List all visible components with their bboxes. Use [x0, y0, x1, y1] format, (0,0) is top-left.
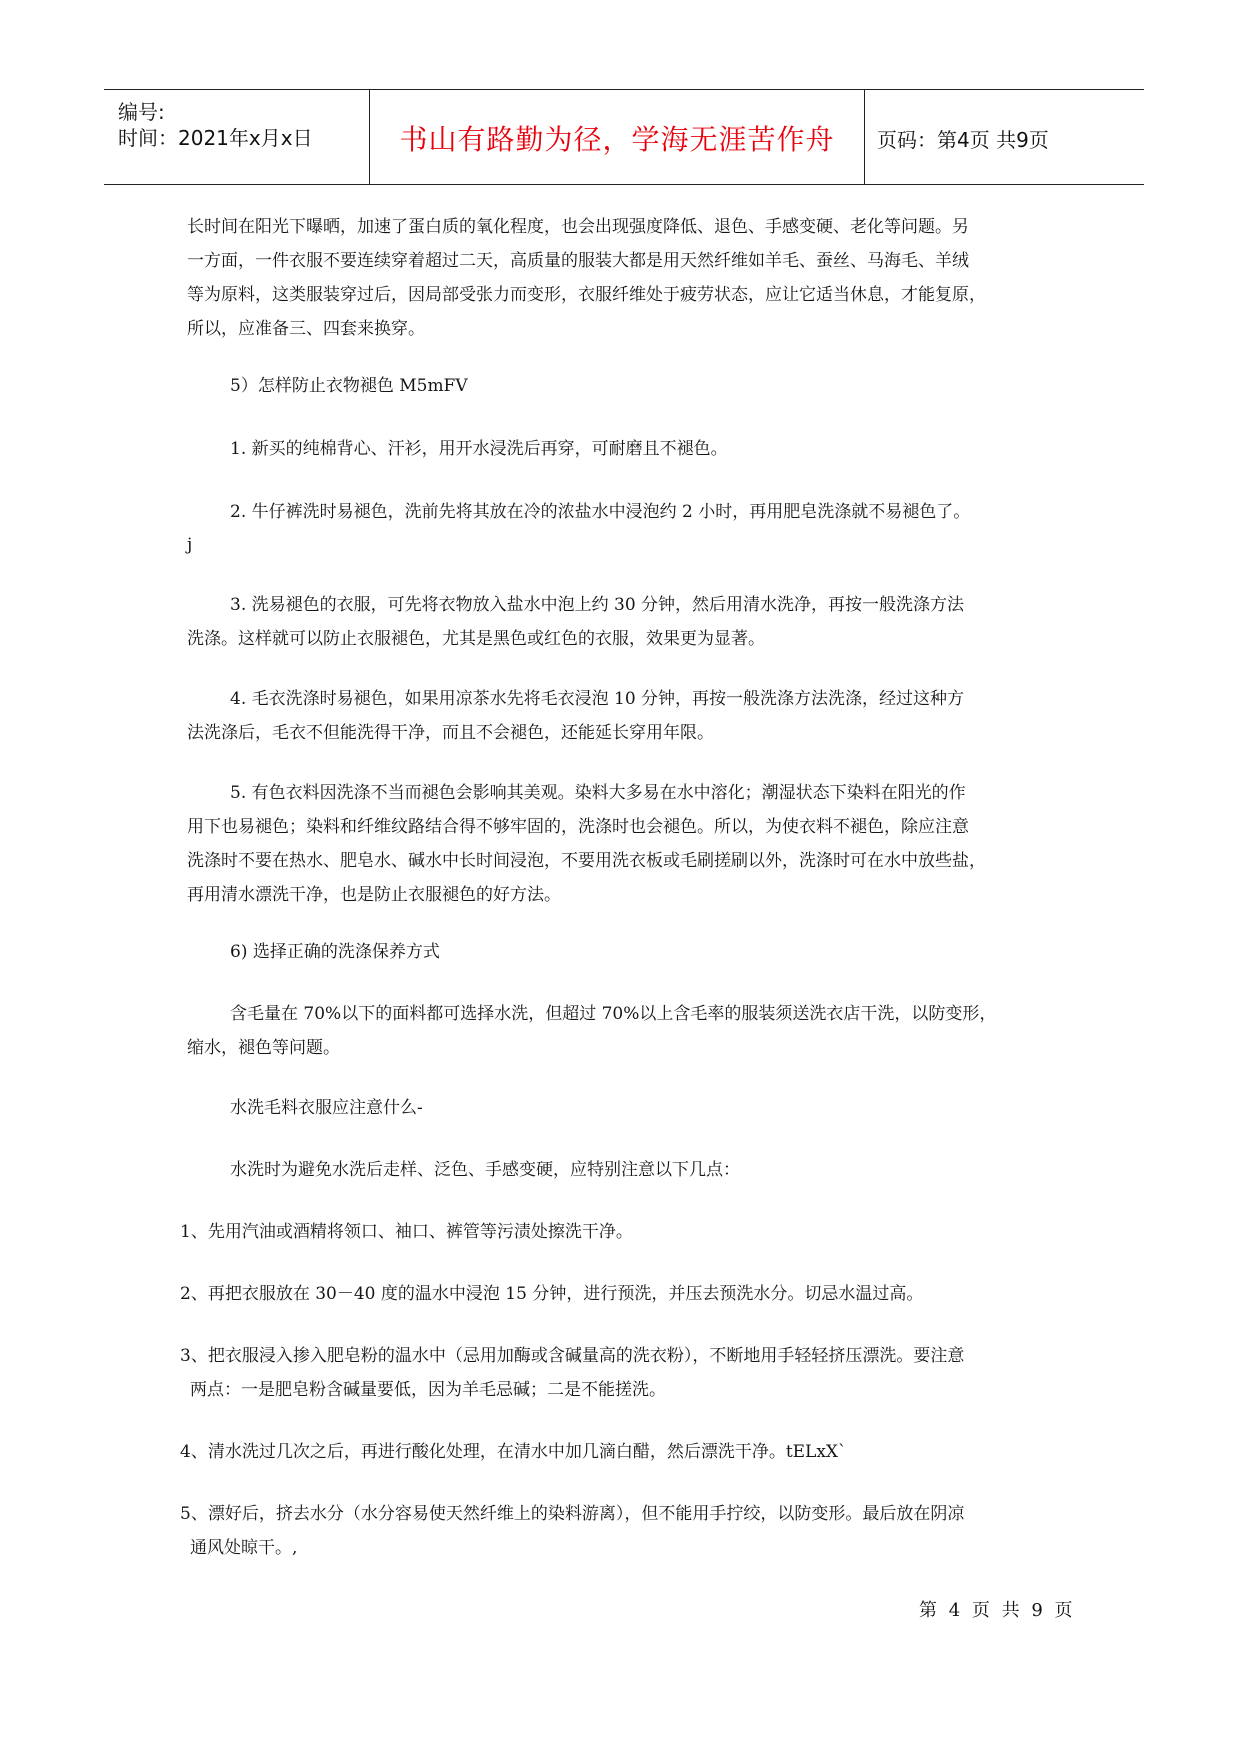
list-item: 5、漂好后，挤去水分（水分容易使天然纤维上的染料游离），但不能用手拧绞，以防变形。最后放在阴凉	[180, 1504, 965, 1524]
body-line: j	[187, 535, 193, 555]
body-line: 3. 洗易褪色的衣服，可先将衣物放入盐水中泡上约 30 分钟，然后用清水洗净，再按一般洗涤方法	[230, 595, 965, 615]
header-right-cell	[865, 90, 1144, 184]
body-line: 洗涤。这样就可以防止衣服褪色，尤其是黑色或红色的衣服，效果更为显著。	[187, 629, 765, 649]
list-item: 1、先用汽油或酒精将领口、袖口、裤管等污渍处擦洗干净。	[180, 1222, 633, 1242]
body-line: 1. 新买的纯棉背心、汗衫，用开水浸洗后再穿，可耐磨且不褪色。	[230, 439, 728, 459]
body-line: 含毛量在 70%以下的面料都可选择水洗，但超过 70%以上含毛率的服装须送洗衣店干洗，以防变形，	[230, 1004, 997, 1024]
body-line: 所以，应准备三、四套来换穿。	[187, 319, 425, 339]
list-item: 2、再把衣服放在 30－40 度的温水中浸泡 15 分钟，进行预洗，并压去预洗水分。切忌水温过高。	[180, 1284, 924, 1304]
list-item: 两点：一是肥皂粉含碱量要低，因为羊毛忌碱；二是不能搓洗。	[190, 1380, 666, 1400]
section-heading: 5）怎样防止衣物褪色 M5mFV	[230, 376, 468, 396]
body-line: 4. 毛衣洗涤时易褪色，如果用凉茶水先将毛衣浸泡 10 分钟，再按一般洗涤方法洗涤，经过这种方	[230, 689, 965, 709]
section-heading: 6) 选择正确的洗涤保养方式	[230, 942, 440, 962]
header-motto-cell	[370, 90, 865, 184]
time-label: 时间：2021年x月x日	[118, 126, 313, 150]
body-line: 再用清水漂洗干净，也是防止衣服褪色的好方法。	[187, 885, 561, 905]
body-line: 缩水，褪色等问题。	[187, 1038, 340, 1058]
body-line: 2. 牛仔裤洗时易褪色，洗前先将其放在冷的浓盐水中浸泡约 2 小时，再用肥皂洗涤就不易褪色了。	[230, 502, 971, 522]
body-line: 水洗毛料衣服应注意什么-	[230, 1098, 423, 1118]
body-line: 一方面，一件衣服不要连续穿着超过二天，高质量的服装大都是用天然纤维如羊毛、蚕丝、马海毛、羊绒	[187, 251, 969, 271]
page-code: 页码：第4页 共9页	[877, 128, 1049, 152]
body-line: 长时间在阳光下曝晒，加速了蛋白质的氧化程度，也会出现强度降低、退色、手感变硬、老化等问题。另	[187, 217, 969, 237]
list-item: 通风处晾干。,	[190, 1538, 298, 1558]
body-line: 法洗涤后，毛衣不但能洗得干净，而且不会褪色，还能延长穿用年限。	[187, 723, 714, 743]
motto: 书山有路勤为径，学海无涯苦作舟	[399, 123, 835, 156]
list-item: 3、把衣服浸入掺入肥皂粉的温水中（忌用加酶或含碱量高的洗衣粉），不断地用手轻轻挤压漂洗。要注意	[180, 1346, 965, 1366]
header-left-cell	[104, 90, 370, 184]
body-line: 5. 有色衣料因洗涤不当而褪色会影响其美观。染料大多易在水中溶化；潮湿状态下染料在阳光的作	[230, 783, 966, 803]
body-line: 等为原料，这类服装穿过后，因局部受张力而变形，衣服纤维处于疲劳状态，应让它适当休息，才能复原，	[187, 285, 986, 305]
body-line: 水洗时为避免水洗后走样、泛色、手感变硬，应特别注意以下几点：	[230, 1160, 740, 1180]
body-line: 洗涤时不要在热水、肥皂水、碱水中长时间浸泡，不要用洗衣板或毛刷搓刷以外，洗涤时可在水中放些盐，	[187, 851, 986, 871]
number-label: 编号:	[118, 100, 165, 124]
page-footer: 第 4 页 共 9 页	[919, 1600, 1076, 1621]
list-item: 4、清水洗过几次之后，再进行酸化处理，在清水中加几滴白醋，然后漂洗干净。tELxX`	[180, 1442, 847, 1462]
body-line: 用下也易褪色；染料和纤维纹路结合得不够牢固的，洗涤时也会褪色。所以，为使衣料不褪色，除应注意	[187, 817, 969, 837]
document-header	[104, 89, 1144, 185]
